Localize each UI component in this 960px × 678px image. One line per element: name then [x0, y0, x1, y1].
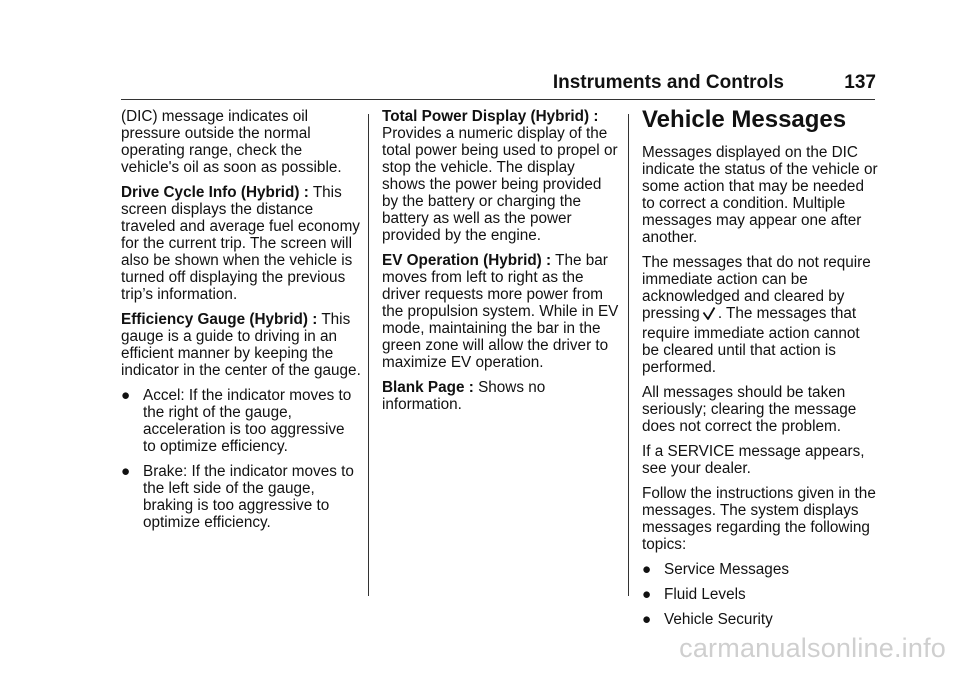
messages-intro-paragraph: Messages displayed on the DIC indicate the status of the vehicle or some action that may be needed to correct a condition. Multiple messages may appear one after another.	[642, 144, 878, 246]
column-2	[382, 108, 620, 421]
drive-cycle-text: This screen displays the distance traveled and average fuel economy for the current trip. The screen will also be shown when the vehicle is turned off displaying the previous trip’s information.	[121, 184, 360, 303]
column-divider-1	[368, 114, 369, 596]
seriously-paragraph: All messages should be taken seriously; clearing the message does not correct the problem.	[642, 384, 857, 435]
list-item-text: Accel: If the indicator moves to the right of the gauge, acceleration is too aggressive to optimize efficiency.	[143, 387, 352, 455]
header-rule	[121, 99, 875, 100]
blank-page-text: Shows no information.	[382, 379, 546, 413]
drive-cycle-term: Drive Cycle Info (Hybrid) :	[121, 184, 309, 201]
bullet-marker: ●	[642, 561, 652, 578]
blank-page-term: Blank Page :	[382, 379, 474, 396]
list-item-service-messages	[642, 561, 880, 578]
intro-paragraph: (DIC) message indicates oil pressure outside the normal operating range, check the vehicle's oil as soon as possible.	[121, 108, 342, 176]
acknowledge-text-before: The messages that do not require immediate action can be acknowledged and cleared by pressing	[642, 254, 871, 322]
ev-operation-text: The bar moves from left to right as the driver requests more power from the propulsion system. While in EV mode, maintaining the bar in the green zone will allow the driver to maximize EV operation.	[382, 252, 619, 371]
bullet-marker: ●	[642, 611, 652, 628]
checkmark-icon	[702, 306, 716, 325]
total-power-paragraph	[382, 108, 620, 244]
column-3	[642, 108, 880, 636]
header-title: Instruments and Controls	[552, 72, 784, 93]
ev-operation-paragraph	[382, 252, 620, 371]
blank-page-paragraph	[382, 379, 620, 413]
bullet-marker: ●	[642, 586, 652, 603]
list-item-text: Brake: If the indicator moves to the left side of the gauge, braking is too aggressive to optimize efficiency.	[143, 463, 354, 531]
list-item-text: Fluid Levels	[664, 586, 746, 603]
list-item-accel	[121, 387, 361, 455]
list-item-fluid-levels	[642, 586, 880, 603]
bullet-marker: ●	[121, 463, 131, 480]
column-1	[121, 108, 361, 539]
acknowledge-paragraph	[642, 254, 880, 376]
drive-cycle-paragraph	[121, 184, 361, 303]
efficiency-gauge-paragraph	[121, 311, 361, 379]
follow-paragraph: Follow the instructions given in the messages. The system displays messages regarding the following topics:	[642, 485, 876, 553]
section-heading: Vehicle Messages	[642, 106, 847, 133]
ev-operation-term: EV Operation (Hybrid) :	[382, 252, 552, 269]
list-item-text: Service Messages	[664, 561, 789, 578]
service-paragraph: If a SERVICE message appears, see your dealer.	[642, 443, 865, 477]
total-power-term: Total Power Display (Hybrid) :	[382, 108, 599, 125]
total-power-text: Provides a numeric display of the total power being used to propel or stop the vehicle. The display shows the power being provided by the battery or charging the battery as well as the power provided by the engine.	[382, 125, 618, 244]
column-divider-2	[628, 114, 629, 596]
acknowledge-text-after: . The messages that require immediate action cannot be cleared until that action is performed.	[642, 305, 860, 376]
list-item-brake	[121, 463, 361, 531]
page-number: 137	[844, 72, 876, 93]
efficiency-gauge-text: This gauge is a guide to driving in an efficient manner by keeping the indicator in the center of the gauge.	[121, 311, 361, 379]
bullet-marker: ●	[121, 387, 131, 404]
list-item-vehicle-security	[642, 611, 880, 628]
efficiency-gauge-term: Efficiency Gauge (Hybrid) :	[121, 311, 318, 328]
watermark: carmanualsonline.info	[679, 633, 946, 663]
list-item-text: Vehicle Security	[664, 611, 773, 628]
